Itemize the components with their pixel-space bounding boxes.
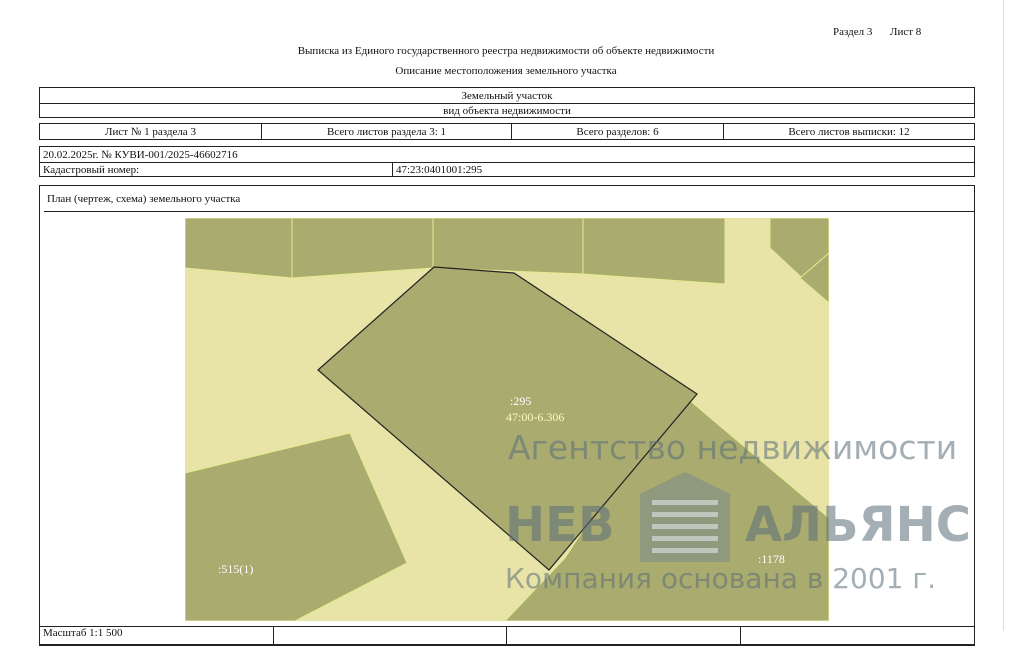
neighbor-1178-label: :1178: [758, 552, 785, 566]
sheet-label: Лист 8: [890, 26, 922, 38]
cadastral-label: Кадастровый номер:: [43, 163, 140, 176]
document-subtitle: Описание местоположения земельного участка: [395, 65, 617, 77]
sheet-number: Лист № 1 раздела 3: [105, 125, 196, 138]
watermark-founded: Компания основана в 2001 г.: [505, 562, 937, 595]
sheets-row: [39, 123, 975, 140]
section-label: Раздел 3: [833, 26, 873, 38]
doc-info-box: [39, 146, 975, 177]
parcel-label: :295: [510, 394, 532, 408]
watermark-brand-right: АЛЬЯНС: [745, 497, 971, 553]
watermark-brand-left: НЕВ: [505, 497, 615, 553]
object-type-caption: вид объекта недвижимости: [443, 104, 571, 117]
total-extract-sheets: Всего листов выписки: 12: [788, 125, 910, 138]
footer-row: [39, 626, 975, 646]
neighbor-top-4: [583, 218, 725, 284]
object-type-box: [39, 87, 975, 118]
total-sections: Всего разделов: 6: [576, 125, 659, 138]
date-number: 20.02.2025г. № КУВИ-001/2025-46602716: [40, 147, 974, 163]
plan-title: План (чертеж, схема) земельного участка: [44, 186, 974, 212]
page-edge: [1003, 0, 1004, 631]
neighbor-top-1: [185, 218, 292, 278]
document-title: Выписка из Единого государственного реестра недвижимости об объекте недвижимости: [297, 45, 715, 57]
building-logo-icon: [630, 466, 740, 566]
zone-label: 47:00-6.306: [506, 410, 565, 424]
total-section-sheets: Всего листов раздела 3: 1: [326, 125, 447, 138]
neighbor-top-3: [433, 218, 583, 274]
neighbor-top-2: [292, 218, 433, 278]
watermark-agency: Агентство недвижимости: [508, 428, 958, 467]
neighbor-515-label: :515(1): [218, 562, 254, 576]
scale-text: Масштаб 1:1 500: [43, 627, 123, 639]
object-type: Земельный участок: [40, 88, 974, 104]
cadastral-number: 47:23:0401001:295: [396, 163, 483, 176]
